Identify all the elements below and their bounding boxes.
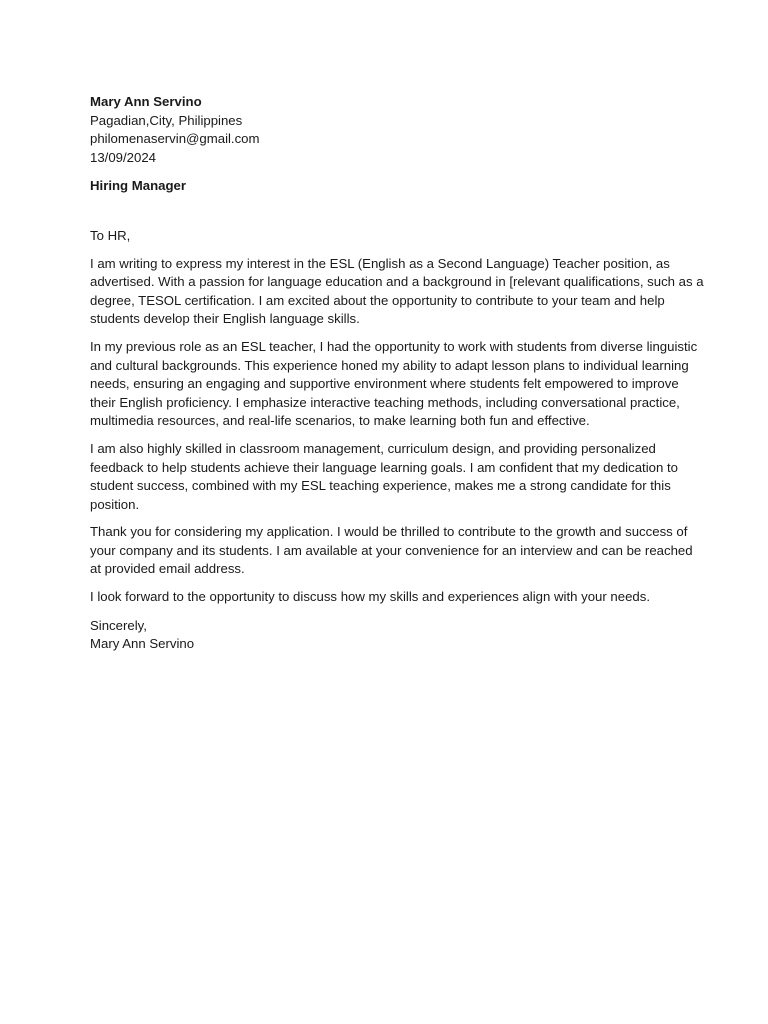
paragraph-line: needs, ensuring an engaging and supportive environment where students felt empowered to improve	[90, 376, 679, 392]
salutation	[90, 227, 690, 246]
paragraph-line: feedback to help students achieve their language learning goals. I am confident that my dedication to	[90, 459, 678, 475]
paragraph-line: Thank you for considering my application. I would be thrilled to contribute to the growth and success of	[90, 524, 688, 540]
paragraph-line: at provided email address.	[90, 561, 245, 577]
letter-date: 13/09/2024	[90, 149, 157, 165]
sender-location: Pagadian,City, Philippines	[90, 112, 243, 128]
paragraph-line: your company and its students. I am available at your convenience for an interview and can be reached	[90, 542, 693, 558]
paragraph-line: I am also highly skilled in classroom management, curriculum design, and providing personalized	[90, 440, 656, 456]
paragraph-line: and cultural backgrounds. This experience honed my ability to adapt lesson plans to individual learning	[90, 357, 689, 373]
paragraph-2	[90, 338, 698, 431]
paragraph-line: I am writing to express my interest in the ESL (English as a Second Language) Teacher position, as	[90, 255, 670, 271]
paragraph-line: degree, TESOL certification. I am excited about the opportunity to contribute to your team and help	[90, 292, 665, 308]
paragraph-4	[90, 523, 693, 579]
closing-block	[90, 617, 690, 654]
paragraph-line: their English proficiency. I emphasize interactive teaching methods, including conversational practice,	[90, 394, 680, 410]
paragraph-5	[90, 588, 690, 607]
paragraph-3	[90, 440, 690, 514]
valediction: Sincerely,	[90, 617, 147, 633]
salutation-text: To HR,	[90, 227, 131, 243]
letter-page	[90, 93, 704, 654]
paragraph-line: student success, combined with my ESL teaching experience, makes me a strong candidate for this	[90, 478, 671, 494]
paragraph-line: advertised. With a passion for language education and a background in [relevant qualifications, such as a	[90, 274, 704, 290]
paragraph-line: multimedia resources, and real-life scenarios, to make learning both fun and effective.	[90, 413, 590, 429]
sender-block	[90, 93, 690, 167]
recipient-block	[90, 177, 690, 196]
recipient-title: Hiring Manager	[90, 178, 186, 194]
paragraph-1	[90, 255, 704, 329]
paragraph-line: I look forward to the opportunity to discuss how my skills and experiences align with your needs.	[90, 589, 651, 605]
sender-email: philomenaservin@gmail.com	[90, 131, 260, 147]
paragraph-line: In my previous role as an ESL teacher, I had the opportunity to work with students from diverse linguistic	[90, 338, 698, 354]
paragraph-line: position.	[90, 496, 140, 512]
sender-name: Mary Ann Servino	[90, 94, 202, 109]
paragraph-line: students develop their English language skills.	[90, 311, 360, 327]
signature-name: Mary Ann Servino	[90, 636, 195, 652]
